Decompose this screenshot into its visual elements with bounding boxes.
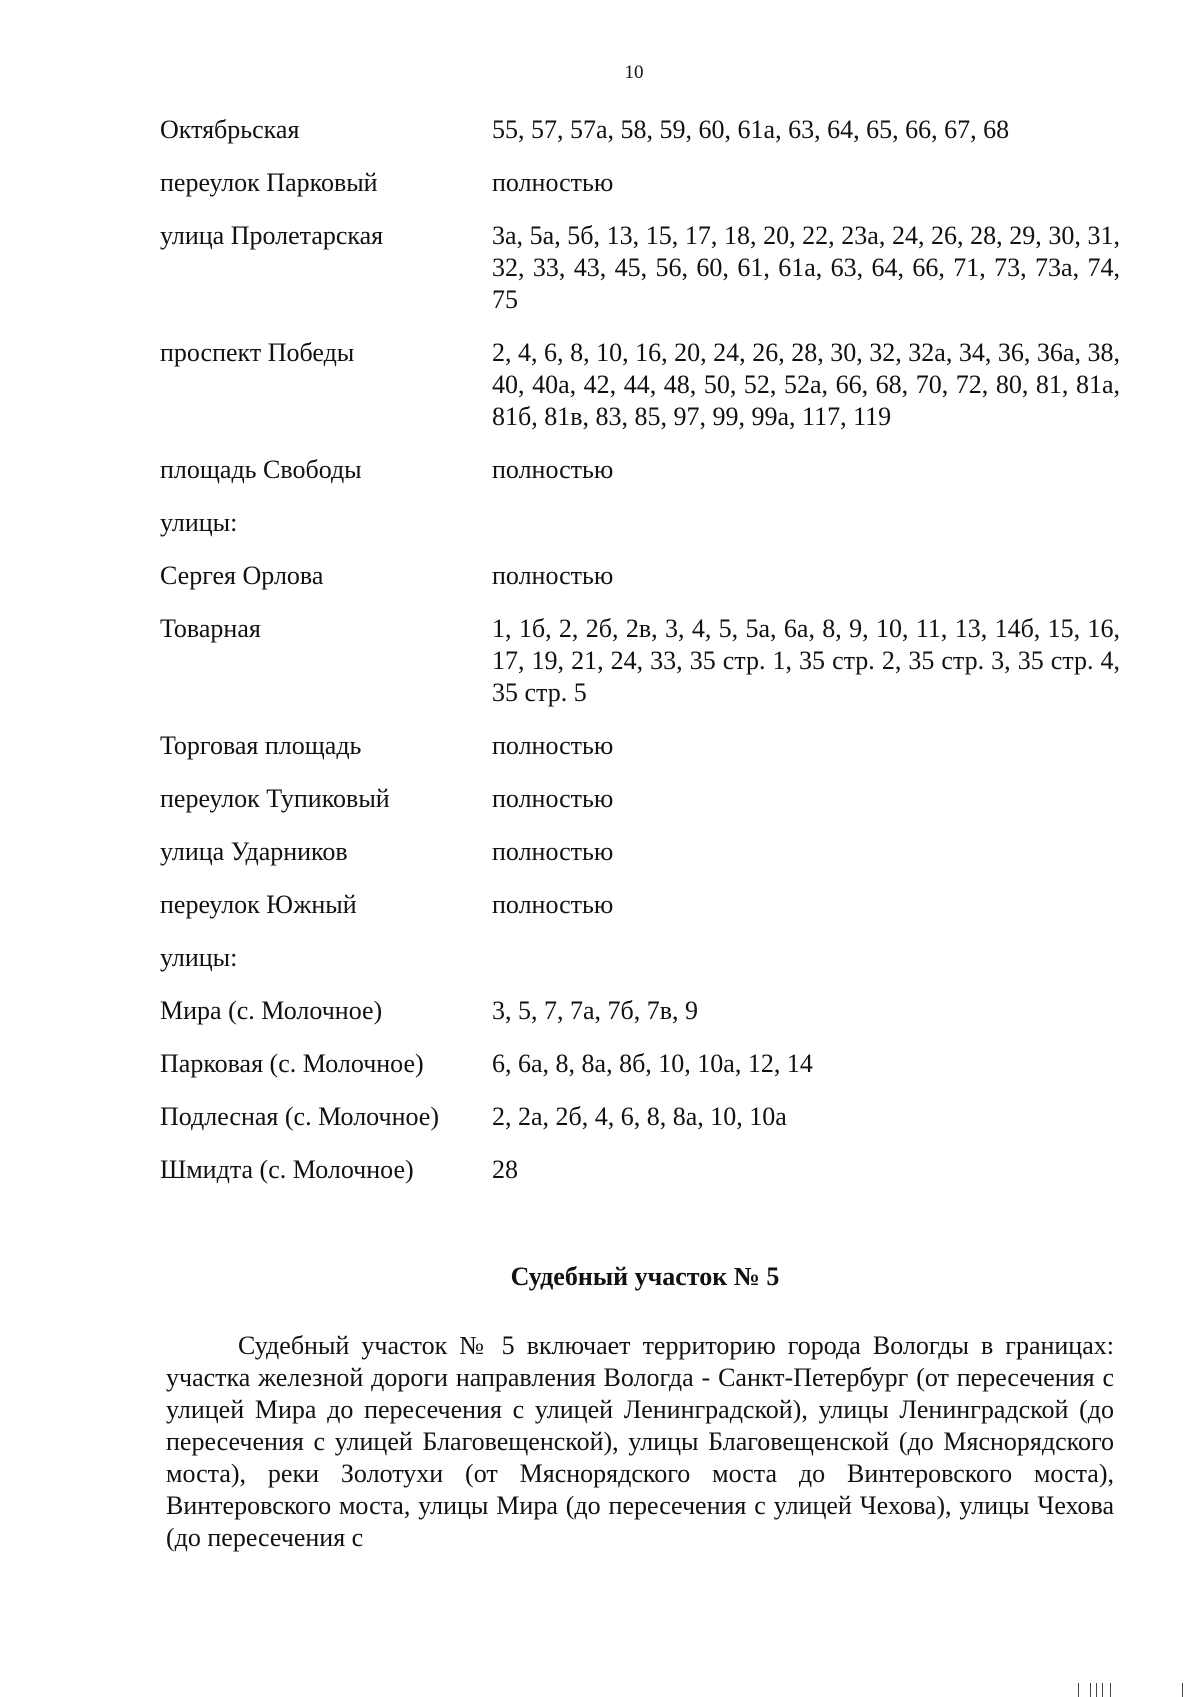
address-row (160, 613, 1120, 709)
address-row (160, 167, 1120, 199)
street-name: Октябрьская (160, 115, 300, 144)
address-row (160, 995, 1120, 1027)
address-row (160, 942, 1120, 974)
address-row (160, 337, 1120, 433)
scan-mark (1102, 1683, 1103, 1697)
house-numbers: полностью (492, 168, 614, 197)
address-table (160, 114, 1120, 1207)
street-name: площадь Свободы (160, 455, 362, 484)
address-row (160, 836, 1120, 868)
street-name: Товарная (160, 614, 261, 643)
house-numbers: 3, 5, 7, 7а, 7б, 7в, 9 (492, 996, 699, 1025)
street-name: проспект Победы (160, 338, 355, 367)
scan-mark (1182, 1683, 1183, 1697)
house-numbers: 28 (492, 1155, 518, 1184)
address-row (160, 889, 1120, 921)
section-title: Судебный участок № 5 (510, 1262, 780, 1291)
street-name: Парковая (с. Молочное) (160, 1049, 424, 1078)
house-numbers: полностью (492, 561, 614, 590)
street-name: Шмидта (с. Молочное) (160, 1155, 414, 1184)
house-numbers: 2, 4, 6, 8, 10, 16, 20, 24, 26, 28, 30, 32, 32а, 34, 36, 36а, 38, 40, 40а, 42, 44, 48, 50, 52, 52а, 66, 68, 70, 72, 80, 81, 81а, 81б, 81в, 83, 85, 97, 99, 99а, 117, 119 (492, 338, 1120, 431)
address-row (160, 560, 1120, 592)
address-row (160, 1048, 1120, 1080)
house-numbers: полностью (492, 455, 614, 484)
scan-mark (1090, 1683, 1091, 1697)
address-row (160, 1101, 1120, 1133)
page-number: 10 (624, 62, 644, 83)
house-numbers: 2, 2а, 2б, 4, 6, 8, 8а, 10, 10а (492, 1102, 787, 1131)
scan-mark (1078, 1683, 1079, 1697)
street-name: переулок Парковый (160, 168, 378, 197)
address-row (160, 454, 1120, 486)
house-numbers: 55, 57, 57а, 58, 59, 60, 61а, 63, 64, 65, 66, 67, 68 (492, 115, 1010, 144)
scan-mark (1110, 1683, 1111, 1697)
street-name: переулок Южный (160, 890, 357, 919)
house-numbers: полностью (492, 837, 614, 866)
address-row (160, 1154, 1120, 1186)
street-name: Мира (с. Молочное) (160, 996, 383, 1025)
house-numbers: 1, 1б, 2, 2б, 2в, 3, 4, 5, 5а, 6а, 8, 9, 10, 11, 13, 14б, 15, 16, 17, 19, 21, 24, 33, 35 стр. 1, 35 стр. 2, 35 стр. 3, 35 стр. 4, 35 стр. 5 (492, 614, 1120, 707)
house-numbers: полностью (492, 731, 614, 760)
street-name: Торговая площадь (160, 731, 362, 760)
street-name: Подлесная (с. Молочное) (160, 1102, 440, 1131)
house-numbers: 6, 6а, 8, 8а, 8б, 10, 10а, 12, 14 (492, 1049, 813, 1078)
address-row (160, 114, 1120, 146)
street-name: улицы: (160, 943, 238, 972)
house-numbers: 3а, 5а, 5б, 13, 15, 17, 18, 20, 22, 23а, 24, 26, 28, 29, 30, 31, 32, 33, 43, 45, 56, 60, 61, 61а, 63, 64, 66, 71, 73, 73а, 74, 75 (492, 221, 1120, 314)
street-name: улицы: (160, 508, 238, 537)
street-name: улица Ударников (160, 837, 348, 866)
street-name: улица Пролетарская (160, 221, 384, 250)
scan-mark (1096, 1683, 1097, 1697)
street-name: Сергея Орлова (160, 561, 324, 590)
address-row (160, 220, 1120, 316)
house-numbers: полностью (492, 784, 614, 813)
house-numbers: полностью (492, 890, 614, 919)
address-row (160, 730, 1120, 762)
address-row (160, 783, 1120, 815)
section-paragraph: Судебный участок № 5 включает территорию города Вологды в границах: участка железной дороги направления Вологда - Санкт-Петербург (от пересечения с улицей Мира до пересечения с улицей Ленинградской), улицы Ленинградской (до пересечения с улицей Благовещенской), улицы Благовещенской (до Мяснорядского моста), реки Золотухи (от Мяснорядского моста до Винтеровского моста), Винтеровского моста, улицы Мира (до пересечения с улицей Чехова), улицы Чехова (до пересечения с (166, 1331, 1114, 1552)
address-row (160, 507, 1120, 539)
street-name: переулок Тупиковый (160, 784, 390, 813)
